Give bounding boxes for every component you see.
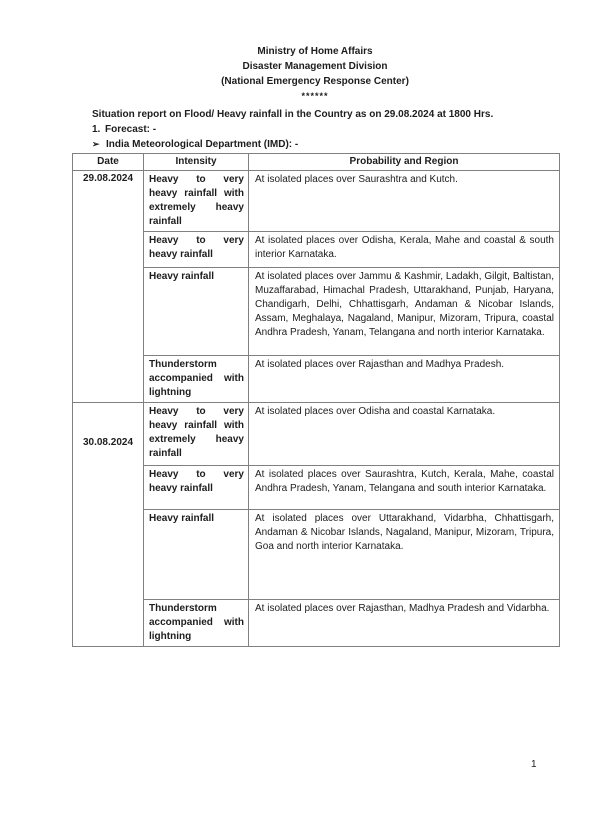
forecast-table [72,153,560,647]
intensity-cell: Heavy rainfall [144,510,249,600]
date-cell-29-08-2024: 29.08.2024 [73,171,144,403]
column-header-region: Probability and Region [249,154,560,171]
intensity-cell: Heavy rainfall [144,268,249,356]
table-row [73,171,560,232]
table-row [73,268,560,356]
intensity-cell: Heavy to very heavy rainfall with extremely heavy rainfall [144,403,249,466]
separator-asterisks: ****** [301,91,329,101]
date-cell-30-08-2024: 30.08.2024 [73,403,144,647]
table-row [73,510,560,600]
intensity-cell: Heavy to very heavy rainfall [144,232,249,268]
intensity-cell: Heavy to very heavy rainfall [144,466,249,510]
region-cell: At isolated places over Saurashtra and Kutch. [249,171,560,232]
column-header-date: Date [73,154,144,171]
imd-heading [92,137,552,152]
region-cell: At isolated places over Rajasthan, Madhya Pradesh and Vidarbha. [249,600,560,647]
table-row [73,403,560,466]
document-page [0,44,600,821]
intensity-cell: Heavy to very heavy rainfall with extremely heavy rainfall [144,171,249,232]
table-row [73,600,560,647]
forecast-number: 1. [92,124,101,135]
intro-section [92,107,552,152]
imd-label: India Meteorological Department (IMD): - [106,139,299,150]
region-cell: At isolated places over Saurashtra, Kutch, Kerala, Mahe, coastal Andhra Pradesh, Yanam, Telangana and south interior Karnataka. [249,466,560,510]
forecast-heading [92,122,552,137]
table-row [73,466,560,510]
region-cell: At isolated places over Odisha, Kerala, Mahe and coastal & south interior Karnataka. [249,232,560,268]
region-cell: At isolated places over Odisha and coastal Karnataka. [249,403,560,466]
region-cell: At isolated places over Rajasthan and Madhya Pradesh. [249,356,560,403]
region-cell: At isolated places over Uttarakhand, Vidarbha, Chhattisgarh, Andaman & Nicobar Islands, Nagaland, Manipur, Mizoram, Tripura, Goa and north interior Karnataka. [249,510,560,600]
center-title: (National Emergency Response Center) [221,76,409,87]
intensity-cell: Thunderstorm accompanied with lightning [144,356,249,403]
intensity-cell: Thunderstorm accompanied with lightning [144,600,249,647]
table-row [73,232,560,268]
region-cell: At isolated places over Jammu & Kashmir, Ladakh, Gilgit, Baltistan, Muzaffarabad, Himachal Pradesh, Uttarakhand, Punjab, Haryana, Chandigarh, Delhi, Chhattisgarh, Andaman & Nicobar Islands, Assam, Meghalaya, Nagaland, Manipur, Mizoram, Tripura, coastal Andhra Pradesh, Yanam, Telangana and north interior Karnataka. [249,268,560,356]
document-header [92,44,538,104]
table-row [73,356,560,403]
page-number: 1 [531,759,537,770]
division-title: Disaster Management Division [242,61,388,72]
arrow-bullet-icon: ➢ [92,139,100,149]
org-title: Ministry of Home Affairs [257,46,373,57]
forecast-label: Forecast: - [105,124,157,135]
situation-report-line: Situation report on Flood/ Heavy rainfall in the Country as on 29.08.2024 at 1800 Hrs. [92,109,494,120]
column-header-intensity: Intensity [144,154,249,171]
table-header-row [73,154,560,171]
